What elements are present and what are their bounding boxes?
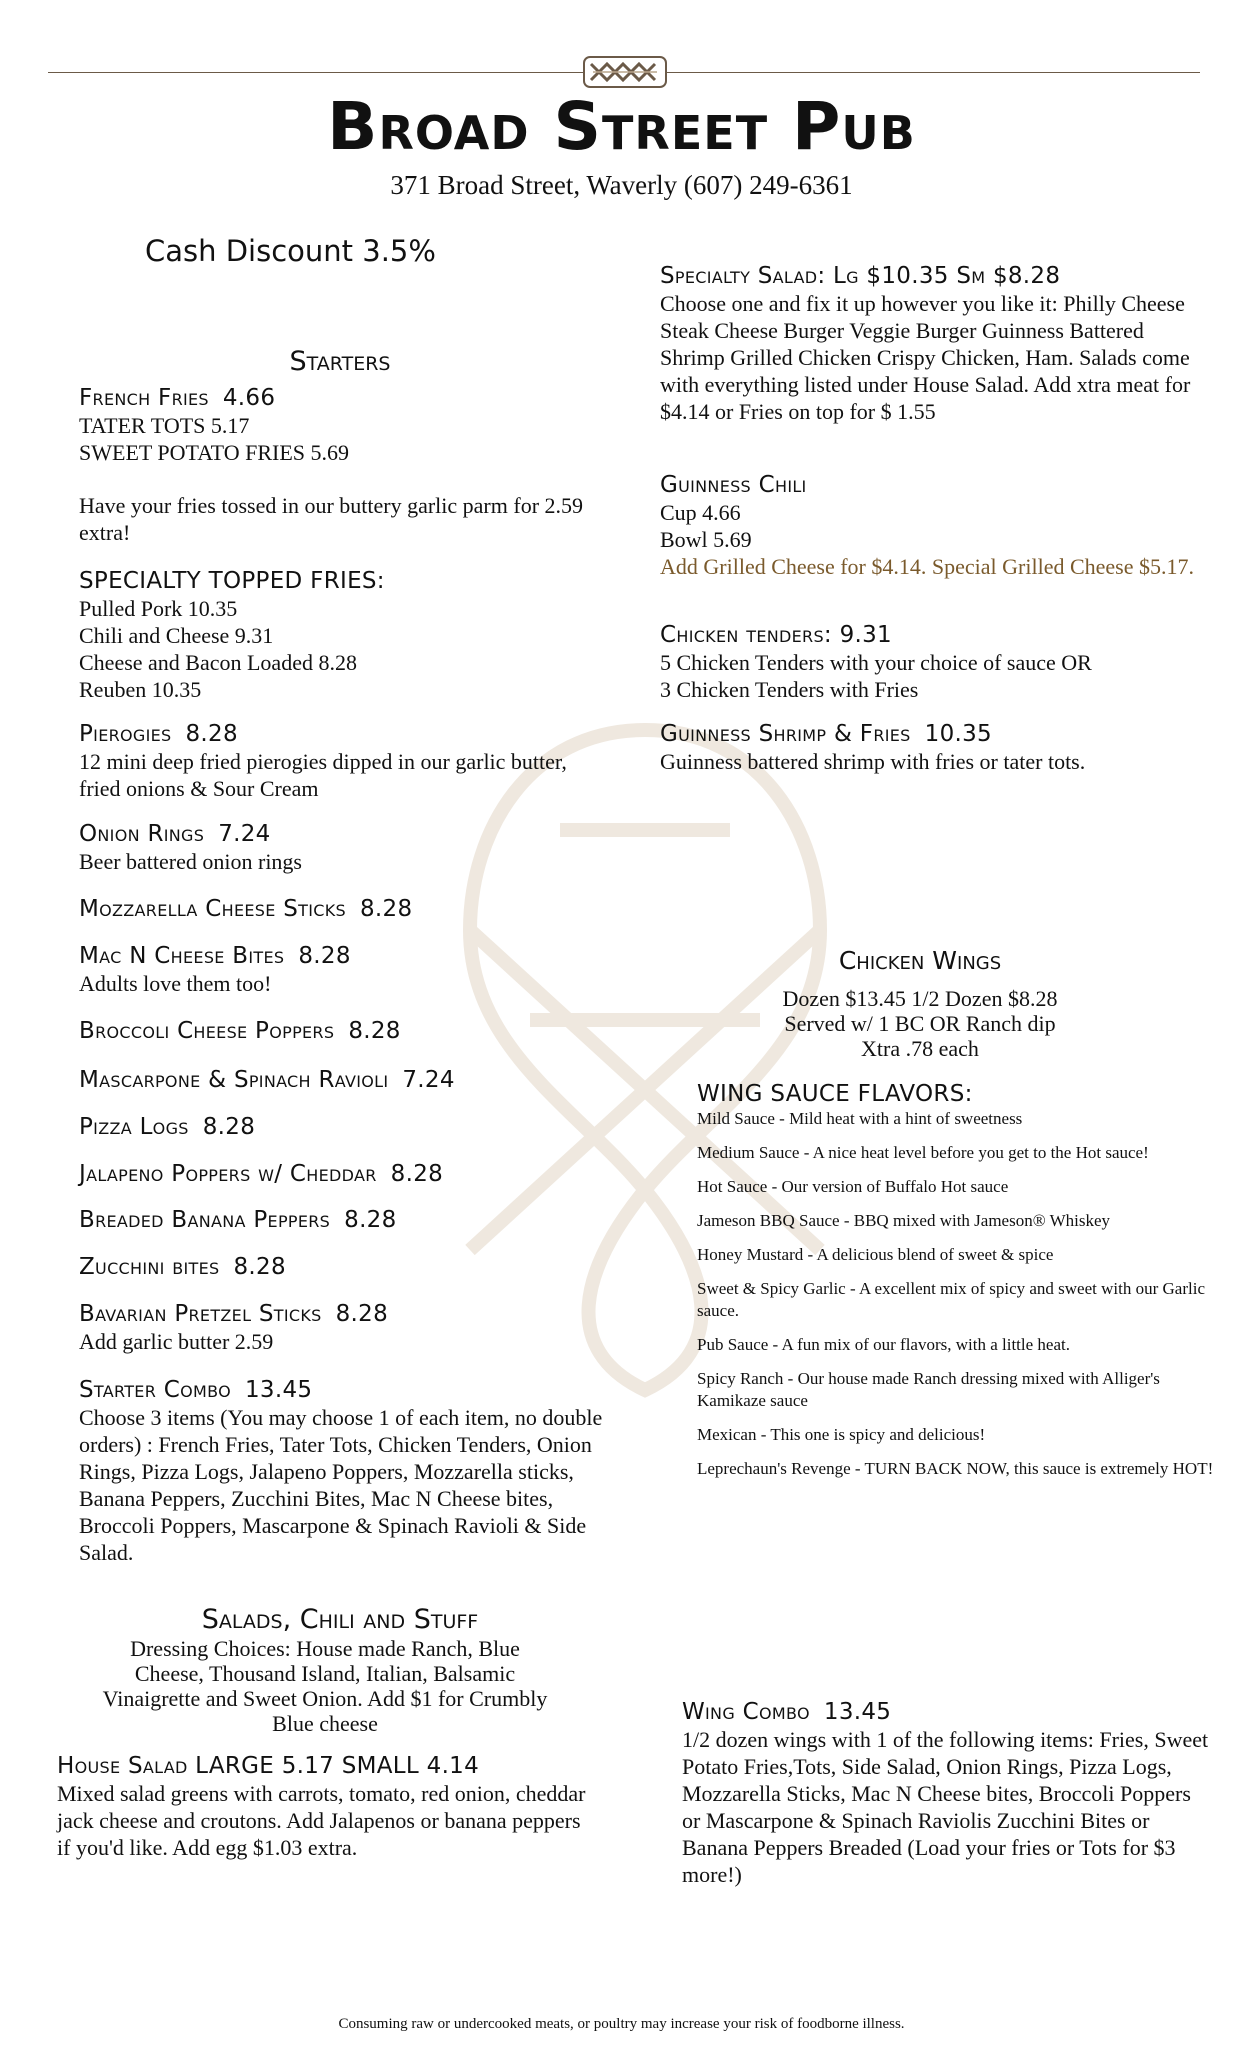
item-name: French Fries <box>79 385 209 411</box>
menu-item-wing-combo <box>682 1698 1212 1726</box>
sauce-flavor: Medium Sauce - A nice heat level before you get to the Hot sauce! <box>697 1143 1149 1162</box>
item-price: 8.28 <box>298 943 351 969</box>
menu-item-guinness-shrimp <box>660 720 1200 748</box>
menu-item-jalapeno-poppers <box>79 1160 639 1188</box>
item-price: 13.45 <box>823 1699 892 1725</box>
item-price: 8.28 <box>335 1301 389 1327</box>
item-price: 8.28 <box>390 1161 444 1187</box>
item-price: 8.28 <box>185 721 238 747</box>
salads-heading: Salads, Chili and Stuff <box>201 1604 479 1635</box>
item-name: Pierogies <box>79 721 172 747</box>
item-name: Mac N Cheese Bites <box>79 943 285 969</box>
chili-bowl: Bowl 5.69 <box>660 527 752 552</box>
item-description: Adults love them too! <box>79 971 272 996</box>
sauce-flavor: Honey Mustard - A delicious blend of sweet & spice <box>697 1245 1054 1264</box>
menu-item-ravioli <box>79 1066 639 1094</box>
item-description: Guinness battered shrimp with fries or tater tots. <box>660 749 1086 774</box>
menu-item-broccoli-poppers <box>79 1017 639 1045</box>
sweet-potato-line: SWEET POTATO FRIES 5.69 <box>79 440 350 465</box>
item-description: Mixed salad greens with carrots, tomato, red onion, cheddar jack cheese and croutons. Add Jalapenos or banana peppers if you'd like. Add egg $1.03 extra. <box>57 1781 586 1860</box>
item-price: 8.28 <box>348 1018 401 1044</box>
item-name: Zucchini bites <box>79 1254 220 1280</box>
dressing-choices: Dressing Choices: House made Ranch, Blue Cheese, Thousand Island, Italian, Balsamic Vinaigrette and Sweet Onion. Add $1 for Crumbly Blue cheese <box>102 1636 548 1736</box>
sauce-flavor: Hot Sauce - Our version of Buffalo Hot sauce <box>697 1177 1009 1196</box>
sauce-flavor: Jameson BBQ Sauce - BBQ mixed with Jameson® Whiskey <box>697 1211 1111 1230</box>
wings-price-line: Dozen $13.45 1/2 Dozen $8.28 <box>782 986 1058 1011</box>
item-name: Wing Combo <box>682 1699 810 1725</box>
wings-pricing <box>700 986 1140 1061</box>
sauce-flavor: Leprechaun's Revenge - TURN BACK NOW, this sauce is extremely HOT! <box>697 1459 1214 1478</box>
tater-tots-line: TATER TOTS 5.17 <box>79 413 250 438</box>
item-price: 13.45 <box>245 1377 313 1403</box>
menu-item-mac-n-cheese <box>79 942 639 970</box>
menu-item-zucchini-bites <box>79 1253 639 1281</box>
item-description: 1/2 dozen wings with 1 of the following items: Fries, Sweet Potato Fries,Tots, Side Salad, Onion Rings, Pizza Logs, Mozzarella Sticks, Mac N Cheese bites, Broccoli Poppers or Mascarpone & Spinach Raviolis Zucchini Bites or Banana Peppers Breaded (Load your fries or Tots for $3 more!) <box>682 1727 1209 1887</box>
menu-item-house-salad: House Salad LARGE 5.17 SMALL 4.14 <box>57 1753 480 1779</box>
item-price: 7.24 <box>402 1067 455 1093</box>
item-name: Bavarian Pretzel Sticks <box>79 1301 322 1327</box>
food-safety-disclaimer: Consuming raw or undercooked meats, or poultry may increase your risk of foodborne illness. <box>338 2016 905 2032</box>
item-name: Breaded Banana Peppers <box>79 1207 331 1233</box>
item-description: Choose 3 items (You may choose 1 of each item, no double orders) : French Fries, Tater Tots, Chicken Tenders, Onion Rings, Pizza Logs, Jalapeno Poppers, Mozzarella sticks, Banana Peppers, Zucchini Bites, Mac N Cheese bites, Broccoli Poppers, Mascarpone & Spinach Ravioli & Side Salad. <box>79 1405 603 1565</box>
item-description: Beer battered onion rings <box>79 849 302 874</box>
topped-fries-line: Chili and Cheese 9.31 <box>79 623 274 648</box>
specialty-topped-fries-heading: SPECIALTY TOPPED FRIES: <box>79 568 385 594</box>
item-name: Starter Combo <box>79 1377 231 1403</box>
menu-item-starter-combo <box>79 1376 639 1404</box>
sauce-flavor: Sweet & Spicy Garlic - A excellent mix of spicy and sweet with our Garlic sauce. <box>697 1279 1205 1320</box>
item-name: Mascarpone & Spinach Ravioli <box>79 1067 389 1093</box>
item-name: Broccoli Cheese Poppers <box>79 1018 335 1044</box>
sauce-flavor: Mild Sauce - Mild heat with a hint of sweetness <box>697 1109 1023 1128</box>
item-name: Guinness Shrimp & Fries <box>660 721 911 747</box>
wings-extra-line: Xtra .78 each <box>861 1036 979 1061</box>
menu-item-mozzarella-sticks <box>79 895 639 923</box>
starters-heading: Starters <box>289 346 391 377</box>
menu-item-french-fries <box>79 384 639 412</box>
celtic-knot-icon <box>583 56 667 88</box>
topped-fries-line: Reuben 10.35 <box>79 677 202 702</box>
chicken-wings-heading: Chicken Wings <box>838 946 1002 975</box>
menu-item-banana-peppers <box>79 1206 639 1234</box>
item-price: 7.24 <box>218 821 271 847</box>
menu-item-pierogies <box>79 720 639 748</box>
cash-discount: Cash Discount 3.5% <box>145 234 436 268</box>
garlic-parm-note: Have your fries tossed in our buttery garlic parm for 2.59 extra! <box>79 493 584 545</box>
menu-item-pretzel-sticks <box>79 1300 639 1328</box>
item-price: 8.28 <box>344 1207 397 1233</box>
wing-sauce-flavors-heading: WING SAUCE FLAVORS: <box>697 1081 973 1107</box>
pub-name: Broad Street Pub <box>327 88 916 165</box>
item-price: 8.28 <box>359 896 413 922</box>
topped-fries-line: Cheese and Bacon Loaded 8.28 <box>79 650 357 675</box>
menu-item-onion-rings <box>79 820 639 848</box>
item-name: Pizza Logs <box>79 1114 189 1140</box>
item-description: Add garlic butter 2.59 <box>79 1329 274 1354</box>
wings-dip-line: Served w/ 1 BC OR Ranch dip <box>784 1011 1056 1036</box>
item-price: 8.28 <box>233 1254 286 1280</box>
grilled-cheese-note: Add Grilled Cheese for $4.14. Special Grilled Cheese $5.17. <box>660 554 1194 579</box>
item-name: Mozzarella Cheese Sticks <box>79 896 346 922</box>
menu-item-guinness-chili: Guinness Chili <box>660 472 807 498</box>
menu-item-chicken-tenders: Chicken tenders: 9.31 <box>660 622 892 648</box>
item-description: Choose one and fix it up however you like it: Philly Cheese Steak Cheese Burger Veggie Burger Guinness Battered Shrimp Grilled Chicken Crispy Chicken, Ham. Salads come with everything listed under House Salad. Add xtra meat for $4.14 or Fries on top for $ 1.55 <box>660 291 1191 424</box>
sauce-flavor: Mexican - This one is spicy and delicious! <box>697 1425 986 1444</box>
item-name: Onion Rings <box>79 821 205 847</box>
pub-address: 371 Broad Street, Waverly (607) 249-6361 <box>390 170 853 200</box>
menu-item-specialty-salad: Specialty Salad: Lg $10.35 Sm $8.28 <box>660 263 1061 289</box>
chili-cup: Cup 4.66 <box>660 500 741 525</box>
sauce-flavor: Pub Sauce - A fun mix of our flavors, with a little heat. <box>697 1335 1070 1354</box>
menu-item-pizza-logs <box>79 1113 639 1141</box>
item-price: 8.28 <box>202 1114 256 1140</box>
item-description: 5 Chicken Tenders with your choice of sauce OR <box>660 650 1092 675</box>
topped-fries-line: Pulled Pork 10.35 <box>79 596 238 621</box>
item-price: 10.35 <box>924 721 992 747</box>
item-description: 12 mini deep fried pierogies dipped in our garlic butter, fried onions & Sour Cream <box>79 749 567 801</box>
item-price: 4.66 <box>222 385 276 411</box>
item-description: 3 Chicken Tenders with Fries <box>660 677 919 702</box>
sauce-flavor: Spicy Ranch - Our house made Ranch dressing mixed with Alliger's Kamikaze sauce <box>697 1369 1160 1410</box>
item-name: Jalapeno Poppers w/ Cheddar <box>79 1161 377 1187</box>
